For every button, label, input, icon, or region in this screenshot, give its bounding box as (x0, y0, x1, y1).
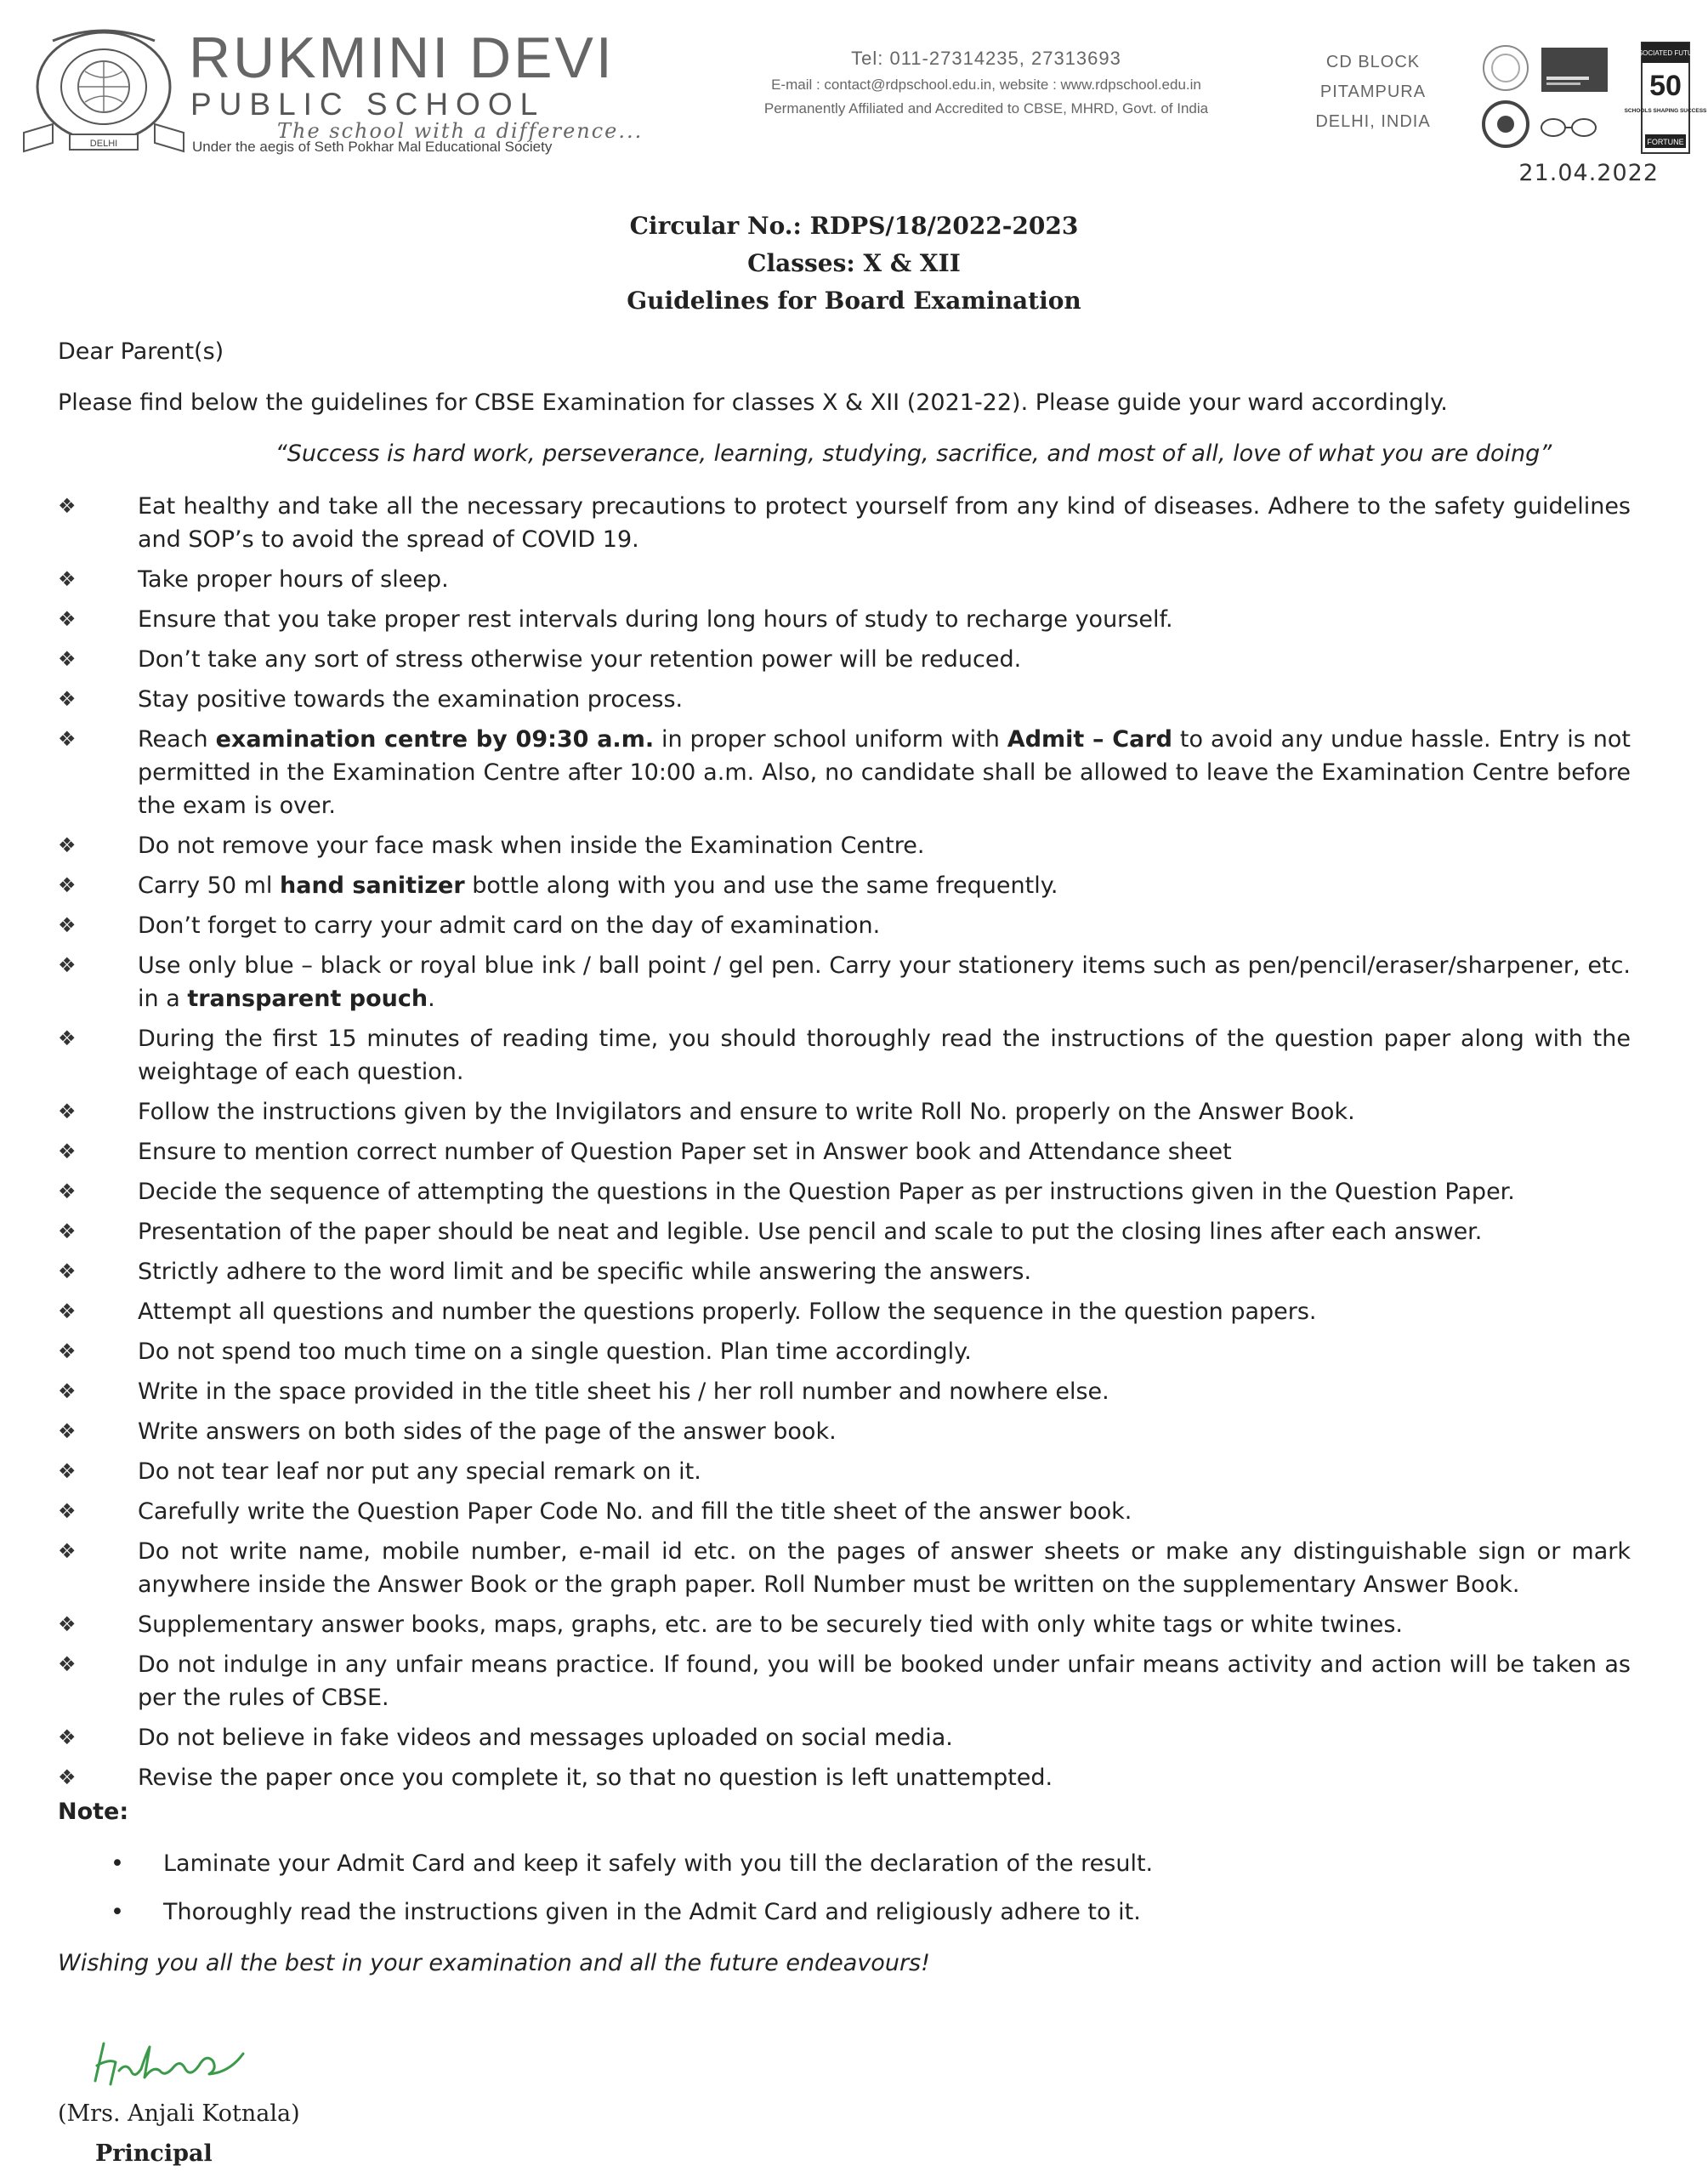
svg-text:50: 50 (1649, 70, 1682, 102)
address-line: DELHI, INDIA (1315, 112, 1431, 131)
email-website: E-mail : contact@rdpschool.edu.in, website : www.rdpschool.edu.in (771, 77, 1201, 93)
guideline-segment: Write answers on both sides of the page of the answer book. (138, 1418, 837, 1445)
diamond-bullet-icon: ❖ (58, 1725, 77, 1749)
guideline-segment: Follow the instructions given by the Invigilators and ensure to write Roll No. properly on the Answer Book. (138, 1099, 1355, 1125)
diamond-bullet-icon: ❖ (58, 567, 77, 591)
diamond-bullet-icon: ❖ (58, 1339, 77, 1363)
signatory-name: (Mrs. Anjali Kotnala) (58, 2100, 300, 2127)
guideline-item (58, 1135, 1631, 1168)
diamond-bullet-icon: ❖ (58, 1765, 77, 1789)
diamond-bullet-icon: ❖ (58, 1179, 77, 1203)
svg-text:SCHOOLS SHAPING SUCCESS: SCHOOLS SHAPING SUCCESS (1624, 108, 1707, 114)
closing-wish: Wishing you all the best in your examination and all the future endeavours! (58, 1950, 930, 1976)
note-item (111, 1896, 1641, 1929)
guideline-segment: Do not spend too much time on a single question. Plan time accordingly. (138, 1339, 972, 1365)
guideline-emphasis: examination centre by 09:30 a.m. (215, 726, 655, 753)
guideline-item (58, 1495, 1631, 1528)
diamond-bullet-icon: ❖ (58, 1652, 77, 1676)
guideline-segment: Do not write name, mobile number, e-mail id etc. on the pages of answer sheets or make any distinguishable sign or mark anywhere inside the Answer Book or the graph paper. Roll Number must be written on the supplementary Answer Book. (138, 1538, 1631, 1598)
guideline-segment: Carry 50 ml (138, 873, 281, 899)
guideline-text (138, 1219, 1482, 1245)
guideline-item (58, 1535, 1631, 1601)
guideline-segment: Don’t take any sort of stress otherwise your retention power will be reduced. (138, 646, 1022, 673)
guideline-emphasis: transparent pouch (187, 986, 428, 1012)
guideline-text (138, 1026, 1631, 1085)
guideline-item (58, 683, 1631, 716)
seal-icon (1484, 46, 1528, 90)
note-label: Note: (58, 1799, 129, 1825)
affiliation: Permanently Affiliated and Accredited to CBSE, MHRD, Govt. of India (763, 100, 1209, 117)
intro-paragraph: Please find below the guidelines for CBSE Examination for classes X & XII (2021-22). Please guide your ward accordingly. (58, 389, 1448, 416)
school-address (1301, 48, 1445, 137)
letterhead (0, 0, 1708, 204)
guideline-item (58, 1215, 1631, 1248)
guideline-text (138, 1099, 1355, 1125)
guideline-segment: Ensure to mention correct number of Question Paper set in Answer book and Attendance sheet (138, 1139, 1232, 1165)
circular-number: Circular No.: RDPS/18/2022-2023 (629, 212, 1079, 240)
diamond-bullet-icon: ❖ (58, 913, 77, 937)
guideline-segment: Strictly adhere to the word limit and be specific while answering the answers. (138, 1259, 1032, 1285)
guideline-item (58, 643, 1631, 676)
guideline-text (138, 1538, 1631, 1598)
guideline-text (138, 912, 880, 939)
guideline-emphasis: Admit – Card (1007, 726, 1172, 753)
certificate-icon (1541, 48, 1608, 92)
guideline-text (138, 952, 1631, 1012)
guideline-text (138, 493, 1631, 553)
guideline-segment: Stay positive towards the examination process. (138, 686, 684, 713)
guideline-segment: in proper school uniform with (654, 726, 1007, 753)
guideline-segment: Presentation of the paper should be neat and legible. Use pencil and scale to put the closing lines after each answer. (138, 1219, 1483, 1245)
guideline-item (58, 869, 1631, 902)
crest-city-text: DELHI (89, 139, 118, 149)
guideline-text (138, 566, 449, 593)
diamond-bullet-icon: ❖ (58, 1539, 77, 1563)
guideline-text (138, 1458, 701, 1485)
guideline-item (58, 1455, 1631, 1488)
diamond-bullet-icon: ❖ (58, 1259, 77, 1283)
diamond-bullet-icon: ❖ (58, 727, 77, 751)
diamond-bullet-icon: ❖ (58, 647, 77, 671)
guideline-item (58, 1295, 1631, 1328)
circular-classes: Classes: X & XII (747, 249, 961, 277)
circular-heading (0, 207, 1708, 320)
accreditation-badges (1475, 43, 1707, 162)
guideline-segment: Do not believe in fake videos and messages uploaded on social media. (138, 1725, 953, 1751)
guideline-item (58, 1648, 1631, 1714)
guideline-item (58, 1022, 1631, 1088)
diamond-bullet-icon: ❖ (58, 1379, 77, 1403)
school-subtitle: PUBLIC SCHOOL (190, 87, 546, 122)
guideline-item (58, 723, 1631, 822)
guideline-item (58, 490, 1631, 556)
guideline-text (138, 686, 683, 713)
guideline-segment: Do not tear leaf nor put any special remark on it. (138, 1458, 701, 1485)
telephone: Tel: 011-27314235, 27313693 (851, 48, 1121, 69)
circular-date: 21.04.2022 (1518, 160, 1659, 186)
diamond-bullet-icon: ❖ (58, 687, 77, 711)
note-text: Thoroughly read the instructions given in the Admit Card and religiously adhere to it. (163, 1899, 1141, 1925)
guideline-item (58, 563, 1631, 596)
svg-text:FORTUNE: FORTUNE (1647, 138, 1684, 146)
principal-signature (85, 2028, 255, 2096)
diamond-bullet-icon: ❖ (58, 1499, 77, 1523)
fortune-50-badge (1625, 43, 1707, 153)
guideline-text (138, 1611, 1403, 1638)
diamond-bullet-icon: ❖ (58, 833, 77, 857)
school-aegis: Under the aegis of Seth Pokhar Mal Educational Society (192, 139, 553, 155)
guideline-segment: Do not remove your face mask when inside the Examination Centre. (138, 833, 925, 859)
contact-block (672, 48, 1301, 124)
guideline-text (138, 606, 1173, 633)
guideline-item (58, 1415, 1631, 1448)
circular-title: Guidelines for Board Examination (627, 287, 1081, 315)
guideline-text (138, 726, 1631, 819)
guideline-segment: Don’t forget to carry your admit card on the day of examination. (138, 912, 881, 939)
guideline-item (58, 909, 1631, 942)
guideline-text (138, 1299, 1317, 1325)
guideline-segment: Ensure that you take proper rest intervals during long hours of study to recharge yourself. (138, 606, 1173, 633)
guideline-item (58, 1175, 1631, 1208)
diamond-bullet-icon: ❖ (58, 873, 77, 897)
guideline-segment: During the first 15 minutes of reading time, you should thoroughly read the instructions of the question paper along with the weightage of each question. (138, 1026, 1631, 1085)
guideline-text (138, 1418, 837, 1445)
guideline-item (58, 1761, 1631, 1794)
diamond-bullet-icon: ❖ (58, 607, 77, 631)
guidelines-list (58, 490, 1631, 1801)
guideline-segment: bottle along with you and use the same frequently. (464, 873, 1058, 899)
signatory-title: Principal (95, 2140, 213, 2167)
guideline-item (58, 1095, 1631, 1128)
address-line: PITAMPURA (1319, 82, 1427, 101)
diamond-bullet-icon: ❖ (58, 1140, 77, 1163)
bullet-dot-icon: • (111, 1850, 124, 1877)
diamond-bullet-icon: ❖ (58, 1219, 77, 1243)
guideline-segment: Use only blue – black or royal blue ink / ball point / gel pen. Carry your stationery items such as pen/pencil/eraser/sharpener, etc. in a (138, 952, 1631, 1012)
guideline-segment: Write in the space provided in the title sheet his / her roll number and nowhere else. (138, 1378, 1109, 1405)
guideline-text (138, 1651, 1631, 1711)
guideline-item (58, 829, 1631, 862)
guideline-segment: Decide the sequence of attempting the questions in the Question Paper as per instructions given in the Question Paper. (138, 1179, 1515, 1205)
guideline-item (58, 1335, 1631, 1368)
guideline-text (138, 1765, 1053, 1791)
diamond-bullet-icon: ❖ (58, 1419, 77, 1443)
note-text: Laminate your Admit Card and keep it safely with you till the declaration of the result. (163, 1850, 1154, 1877)
school-crest-logo (19, 24, 189, 153)
guideline-segment: Do not indulge in any unfair means practice. If found, you will be booked under unfair means activity and action will be taken as per the rules of CBSE. (138, 1651, 1631, 1711)
guideline-segment: Take proper hours of sleep. (138, 566, 449, 593)
diamond-bullet-icon: ❖ (58, 1459, 77, 1483)
guideline-item (58, 1721, 1631, 1754)
guideline-segment: Revise the paper once you complete it, so that no question is left unattempted. (138, 1765, 1053, 1791)
guideline-text (138, 1139, 1232, 1165)
motivational-quote: “Success is hard work, perseverance, learning, studying, sacrifice, and most of all, love of what you are doing” (275, 441, 1552, 467)
guideline-text (138, 1725, 953, 1751)
guideline-item (58, 1375, 1631, 1408)
diamond-bullet-icon: ❖ (58, 1612, 77, 1636)
guideline-text (138, 1378, 1109, 1405)
diamond-bullet-icon: ❖ (58, 1100, 77, 1123)
guideline-segment: Reach (138, 726, 216, 753)
guideline-segment: Supplementary answer books, maps, graphs, etc. are to be securely tied with only white tags or white twines. (138, 1611, 1403, 1638)
salutation: Dear Parent(s) (58, 338, 224, 365)
guideline-text (138, 1179, 1515, 1205)
diamond-bullet-icon: ❖ (58, 953, 77, 977)
guideline-text (138, 646, 1021, 673)
school-name: RUKMINI DEVI (189, 26, 615, 90)
guideline-segment: Carefully write the Question Paper Code No. and fill the title sheet of the answer book. (138, 1498, 1132, 1525)
address-line: CD BLOCK (1325, 53, 1421, 71)
note-list (111, 1847, 1641, 1944)
guideline-item (58, 949, 1631, 1015)
emblem-icon (1484, 102, 1528, 146)
guideline-text (138, 1498, 1132, 1525)
guideline-item (58, 1608, 1631, 1641)
guideline-text (138, 873, 1058, 899)
bullet-dot-icon: • (111, 1899, 124, 1925)
guideline-text (138, 833, 924, 859)
guideline-text (138, 1339, 972, 1365)
guideline-item (58, 603, 1631, 636)
guideline-segment: Attempt all questions and number the questions properly. Follow the sequence in the question papers. (138, 1299, 1317, 1325)
note-item (111, 1847, 1641, 1880)
diamond-bullet-icon: ❖ (58, 1299, 77, 1323)
guideline-item (58, 1255, 1631, 1288)
diamond-bullet-icon: ❖ (58, 494, 77, 518)
guideline-emphasis: hand sanitizer (280, 873, 465, 899)
diamond-bullet-icon: ❖ (58, 1026, 77, 1050)
svg-text:ASSOCIATED FUTURE: ASSOCIATED FUTURE (1629, 49, 1702, 57)
guideline-text (138, 1259, 1031, 1285)
spectacles-icon (1541, 119, 1596, 136)
guideline-segment: Eat healthy and take all the necessary precautions to protect yourself from any kind of diseases. Adhere to the safety guidelines and SOP’s to avoid the spread of COVID 19. (138, 493, 1631, 553)
guideline-segment: . (428, 986, 435, 1012)
guideline-segment: to avoid any undue hassle. Entry is not permitted in the Examination Centre after 10:00 a.m. Also, no candidate shall be allowed to leave the Examination Centre before the exam is over. (138, 726, 1631, 819)
school-tagline: The school with a difference... (277, 119, 644, 143)
